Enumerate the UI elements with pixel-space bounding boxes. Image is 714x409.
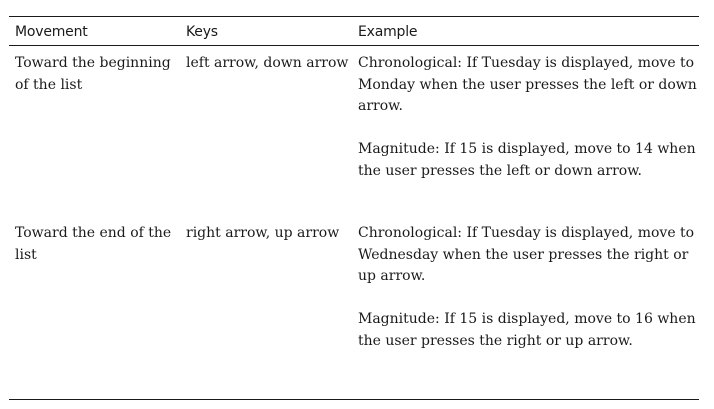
movement-cell: Toward the end of the list [15, 225, 172, 263]
example-chronological: Chronological: If Tuesday is displayed, move to Monday when the user presses the left or down arrow. [358, 55, 697, 115]
example-magnitude: Magnitude: If 15 is displayed, move to 14 when the user presses the left or down arrow. [358, 141, 696, 179]
header-keys: Keys [186, 24, 218, 40]
example-cell [352, 53, 699, 216]
key-movement-table [9, 16, 699, 400]
header-movement: Movement [15, 24, 88, 40]
table-row [9, 46, 699, 216]
example-chronological: Chronological: If Tuesday is displayed, move to Wednesday when the user presses the right or up arrow. [358, 225, 695, 285]
table-bottom-rule [9, 399, 699, 400]
keys-cell: left arrow, down arrow [186, 55, 349, 71]
movement-cell: Toward the beginning of the list [15, 55, 171, 93]
example-magnitude: Magnitude: If 15 is displayed, move to 16 when the user presses the right or up arrow. [358, 311, 696, 349]
header-example: Example [358, 24, 418, 40]
keys-cell: right arrow, up arrow [186, 225, 340, 241]
example-cell [352, 223, 699, 399]
table-header-row [9, 17, 699, 45]
table-row [9, 216, 699, 399]
